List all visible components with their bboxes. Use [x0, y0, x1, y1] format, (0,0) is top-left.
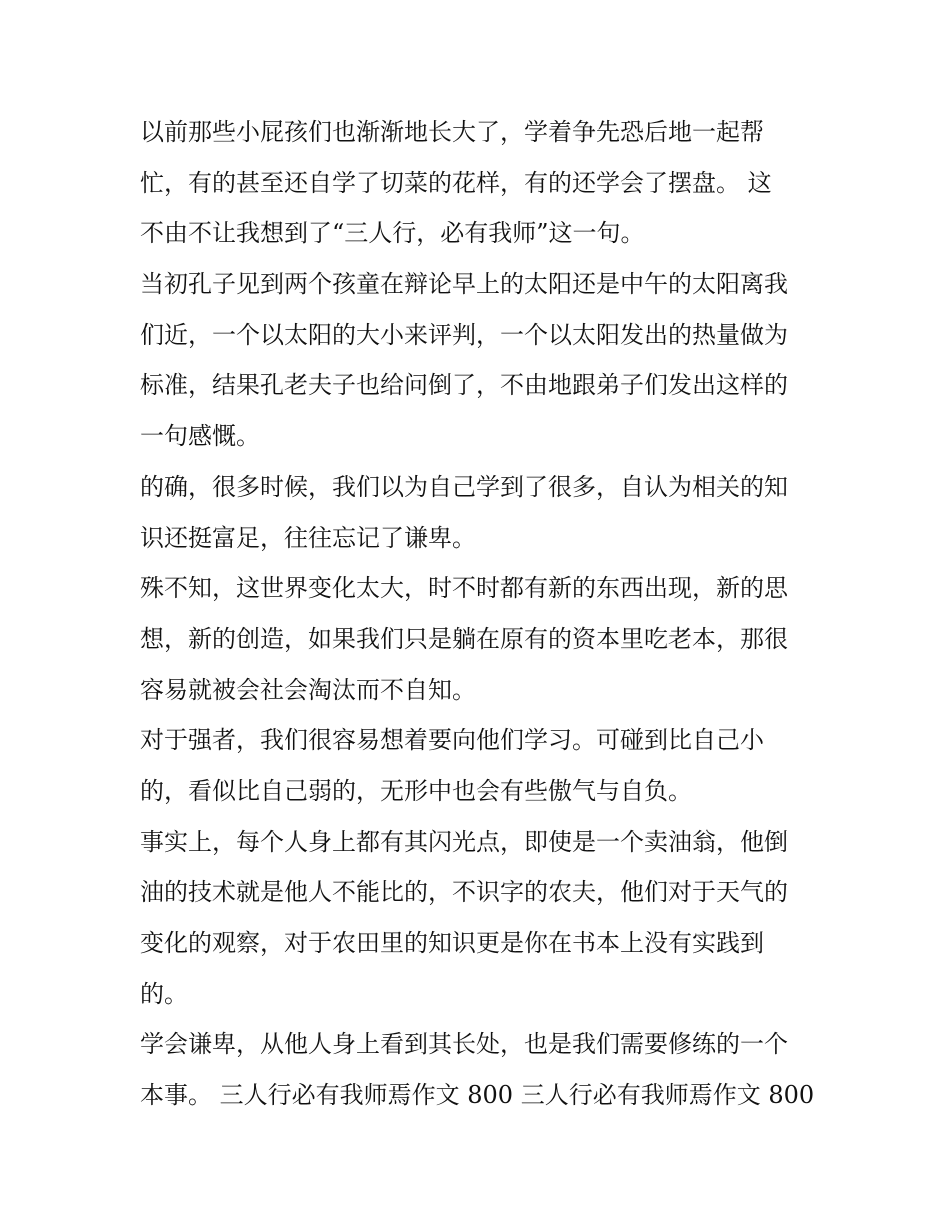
text-line: 想，新的创造，如果我们只是躺在原有的资本里吃老本，那很: [140, 624, 788, 653]
text-line: 学会谦卑，从他人身上看到其长处，也是我们需要修练的一个: [140, 1030, 788, 1059]
essay-body: [140, 107, 818, 1121]
text-line: 容易就被会社会淘汰而不自知。: [140, 675, 476, 704]
text-line: 的。: [140, 979, 188, 1008]
text-line: 忙，有的甚至还自学了切菜的花样，有的还学会了摆盘。 这: [140, 168, 772, 197]
text-line: 变化的观察，对于农田里的知识更是你在书本上没有实践到: [140, 929, 764, 957]
text-line: 当初孔子见到两个孩童在辩论早上的太阳还是中午的太阳离我: [140, 270, 788, 299]
text-line: 油的技术就是他人不能比的，不识字的农夫，他们对于天气的: [140, 878, 788, 907]
text-line: 的确，很多时候，我们以为自己学到了很多，自认为相关的知: [140, 472, 788, 501]
text-line: 一句感慨。: [140, 422, 260, 451]
text-line: 的，看似比自己弱的，无形中也会有些傲气与自负。: [140, 776, 692, 805]
text-line: 们近，一个以太阳的大小来评判，一个以太阳发出的热量做为: [140, 320, 788, 349]
text-line: 本事。 三人行必有我师焉作文 800 三人行必有我师焉作文 800: [140, 1081, 815, 1110]
text-line: 殊不知，这世界变化太大，时不时都有新的东西出现，新的思: [140, 574, 788, 603]
text-line: 识还挺富足，往往忘记了谦卑。: [140, 523, 476, 552]
text-line: 标准，结果孔老夫子也给问倒了，不由地跟弟子们发出这样的: [140, 371, 788, 400]
text-line: 事实上，每个人身上都有其闪光点，即使是一个卖油翁，他倒: [140, 827, 788, 856]
text-line: 对于强者，我们很容易想着要向他们学习。可碰到比自己小: [140, 726, 764, 755]
text-line: 不由不让我想到了“三人行，必有我师”这一句。: [140, 219, 645, 248]
text-line: 以前那些小屁孩们也渐渐地长大了，学着争先恐后地一起帮: [140, 118, 764, 146]
